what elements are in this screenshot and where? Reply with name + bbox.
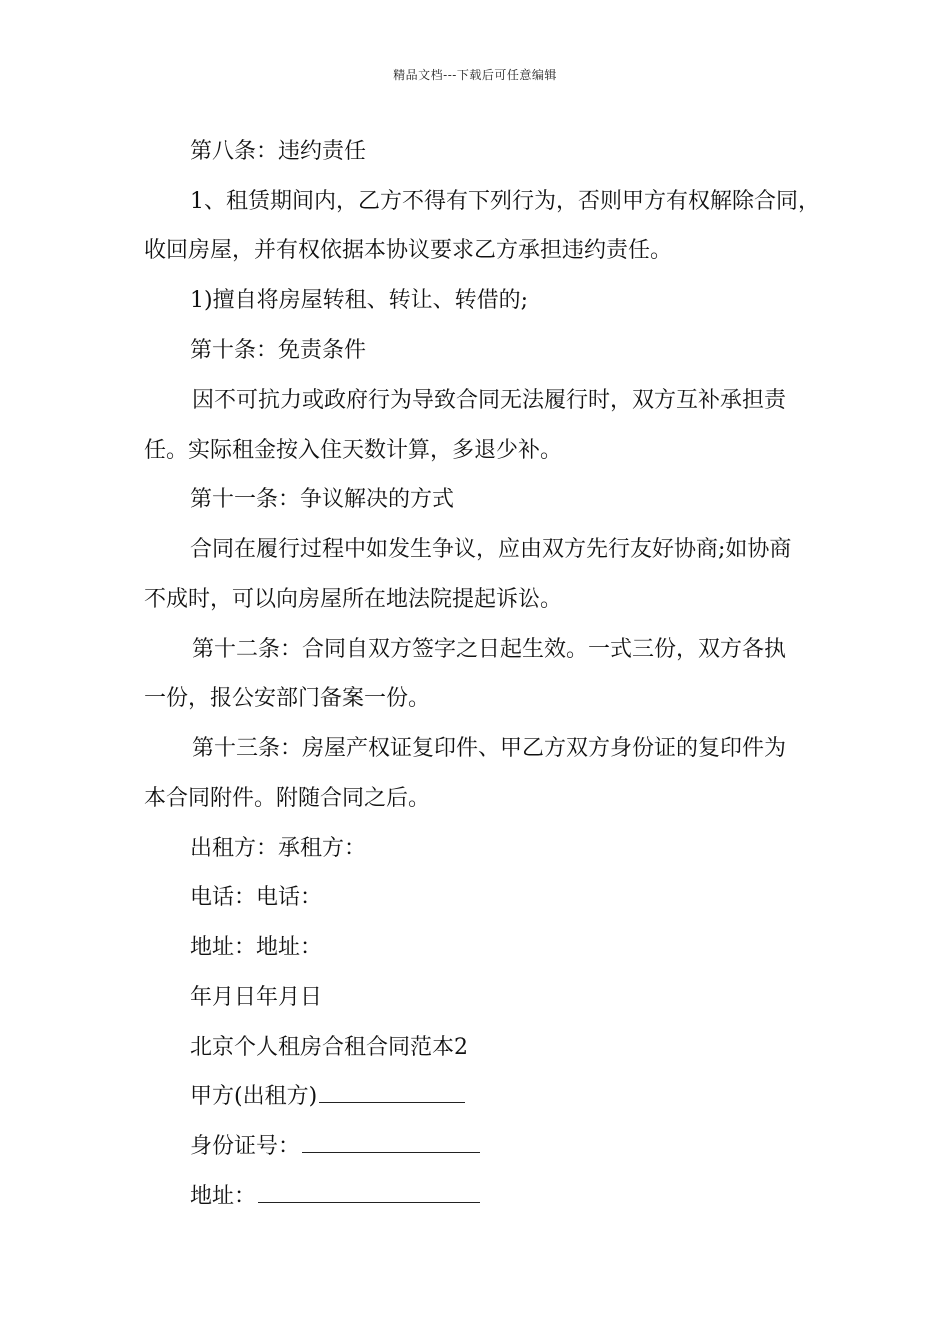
article-8-title: 第八条：违约责任 xyxy=(190,139,367,164)
article-10-title: 第十条：免责条件 xyxy=(190,338,367,363)
article-12-line-1: 第十二条：合同自双方签字之日起生效。一式三份，双方各执 xyxy=(192,637,787,662)
article-8-paragraph-line-1: 1、租赁期间内，乙方不得有下列行为，否则甲方有权解除合同， xyxy=(190,189,820,214)
id-number-label: 身份证号： xyxy=(190,1134,301,1159)
party-a-row xyxy=(190,1083,465,1111)
signature-phone: 电话：电话： xyxy=(190,885,323,910)
article-11-title: 第十一条：争议解决的方式 xyxy=(190,487,455,512)
id-number-row xyxy=(190,1133,480,1161)
signature-date: 年月日年月日 xyxy=(190,985,323,1010)
article-10-paragraph-line-2: 任。实际租金按入住天数计算，多退少补。 xyxy=(144,438,563,463)
party-a-blank xyxy=(319,1084,465,1103)
signature-parties: 出租方：承租方： xyxy=(190,836,367,861)
article-10-paragraph-line-1: 因不可抗力或政府行为导致合同无法履行时，双方互补承担责 xyxy=(192,388,787,413)
article-11-paragraph-line-2: 不成时，可以向房屋所在地法院提起诉讼。 xyxy=(144,587,563,612)
id-number-blank xyxy=(302,1134,480,1153)
page-header: 精品文档---下载后可任意编辑 xyxy=(393,68,557,82)
article-13-line-1: 第十三条：房屋产权证复印件、甲乙方双方身份证的复印件为 xyxy=(192,736,787,761)
party-a-label: 甲方(出租方) xyxy=(190,1084,318,1109)
article-8-paragraph-line-2: 收回房屋，并有权依据本协议要求乙方承担违约责任。 xyxy=(144,238,673,263)
article-11-paragraph-line-1: 合同在履行过程中如发生争议，应由双方先行友好协商;如协商 xyxy=(190,537,792,562)
address-blank xyxy=(258,1184,480,1203)
article-12-line-2: 一份，报公安部门备案一份。 xyxy=(144,686,431,711)
article-8-item-1: 1)擅自将房屋转租、转让、转借的; xyxy=(190,288,528,313)
signature-address: 地址：地址： xyxy=(190,935,323,960)
article-13-line-2: 本合同附件。附随合同之后。 xyxy=(144,786,431,811)
address-row xyxy=(190,1183,480,1211)
template-2-title: 北京个人租房合租合同范本2 xyxy=(190,1035,468,1060)
address-label: 地址： xyxy=(190,1184,257,1209)
